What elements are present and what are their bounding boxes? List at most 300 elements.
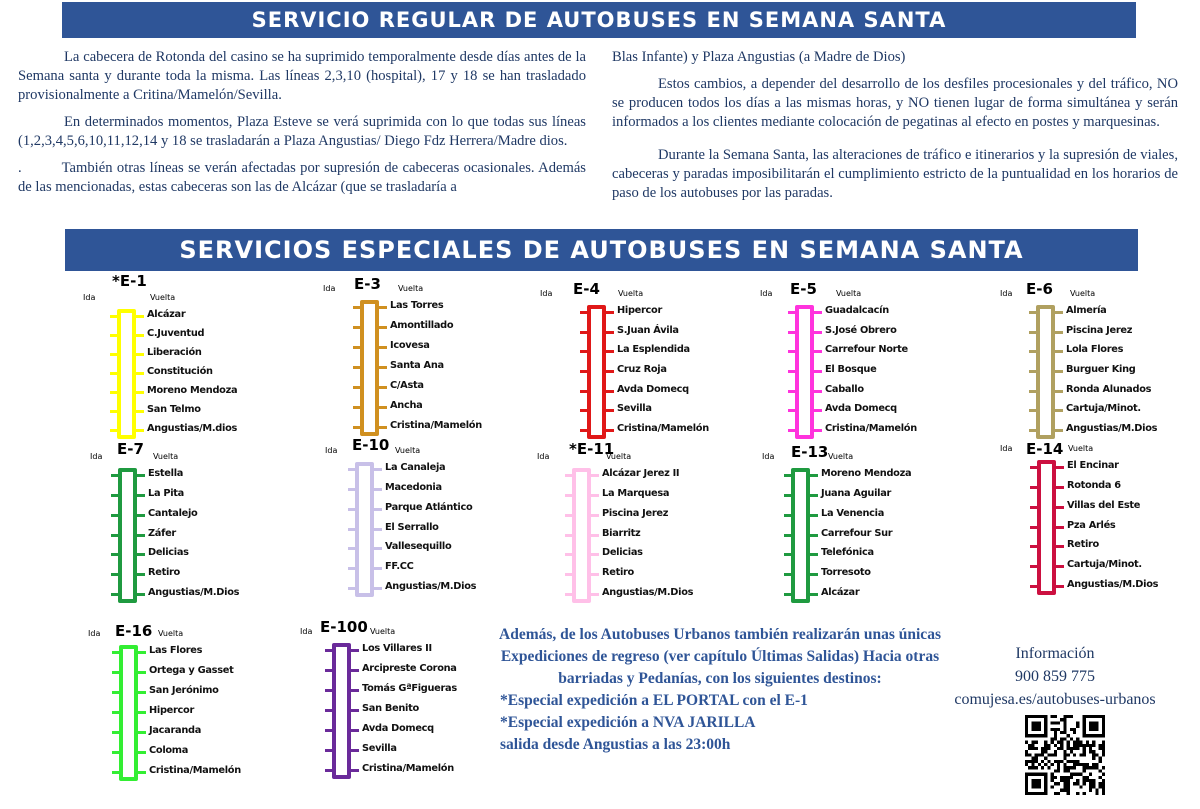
stop-tick [111, 494, 119, 497]
stop-tick [136, 315, 144, 318]
stop-tick [110, 429, 118, 432]
stop-vuelta: Cristina/Mamelón [362, 763, 454, 774]
stop-vuelta: Retiro [148, 567, 180, 579]
stop-tick [810, 593, 818, 596]
stop-tick [137, 514, 145, 517]
stop-tick [591, 494, 599, 497]
stop-tick [353, 386, 361, 389]
stop-tick [784, 474, 792, 477]
extra-expedition-portal: *Especial expedición a EL PORTAL con el E-1 [500, 692, 808, 709]
stop-tick [606, 331, 614, 334]
stop-tick [137, 474, 145, 477]
stop-vuelta: Telefónica [821, 547, 874, 559]
stop-tick [348, 468, 356, 471]
stop-tick [353, 346, 361, 349]
stop-vuelta: Juana Aguilar [821, 487, 892, 499]
stop-tick [788, 370, 796, 373]
route-line [795, 305, 814, 439]
stop-tick [111, 553, 119, 556]
stop-vuelta: El Bosque [825, 364, 877, 375]
paragraph: En determinados momentos, Plaza Esteve se verá suprimida con lo que todas sus líneas (1,2,3,4,5,6,10,11,12,14 y 18 se trasladarán a Plaza Angustias/ Diego Fdz Herrera/Madre dios. [18, 114, 586, 149]
vuelta-label: Vuelta [1070, 289, 1096, 298]
extra-main-text: Además, de los Autobuses Urbanos también realizarán unas únicas Expediciones de regreso (ver capítulo Últimas Salidas) Hacia otras barriadas y Pedanías, con los siguientes destinos: [499, 626, 941, 687]
stop-vuelta: Moreno Mendoza [821, 468, 912, 479]
stop-tick [138, 711, 146, 714]
stop-tick [325, 729, 333, 732]
stop-tick [1029, 350, 1037, 353]
stop-tick [379, 306, 387, 309]
stop-tick [606, 429, 614, 432]
route-line [332, 643, 351, 779]
stop-tick [138, 751, 146, 754]
stop-tick [788, 350, 796, 353]
stop-vuelta: Moreno Mendoza [147, 385, 238, 396]
stop-tick [348, 547, 356, 550]
stop-tick [351, 669, 359, 672]
extra-expeditions [470, 624, 970, 756]
stop-tick [591, 474, 599, 477]
stop-tick [1030, 565, 1038, 568]
stop-tick [110, 334, 118, 337]
stop-vuelta: La Canaleja [385, 462, 446, 473]
stop-tick [325, 769, 333, 772]
stop-tick [136, 429, 144, 432]
ida-label: Ida [760, 289, 773, 298]
stop-vuelta: Amontillado [390, 320, 454, 331]
stop-tick [379, 406, 387, 409]
stop-tick [814, 429, 822, 432]
stop-tick [814, 409, 822, 412]
stop-vuelta: Estella [148, 468, 184, 479]
stop-tick [1055, 311, 1063, 314]
stop-vuelta: FF.CC [385, 561, 414, 573]
stop-tick [810, 474, 818, 477]
ida-label: Ida [1000, 444, 1013, 453]
stop-tick [137, 593, 145, 596]
stop-tick [788, 429, 796, 432]
stop-vuelta: Parque Atlántico [385, 501, 473, 513]
stop-tick [379, 326, 387, 329]
stop-tick [110, 372, 118, 375]
stop-vuelta: Avda Domecq [617, 383, 689, 395]
stop-vuelta: Angustias/M.dios [147, 423, 238, 434]
stop-tick [374, 468, 382, 471]
stop-tick [353, 366, 361, 369]
stop-tick [325, 649, 333, 652]
stop-tick [591, 553, 599, 556]
stop-vuelta: Constitución [147, 366, 213, 377]
stop-tick [784, 573, 792, 576]
stop-vuelta: Cartuja/Minot. [1066, 403, 1141, 415]
stop-tick [606, 311, 614, 314]
stop-vuelta: Avda Domecq [362, 723, 434, 734]
stop-tick [112, 711, 120, 714]
route-title: E-5 [790, 280, 817, 298]
stop-tick [814, 350, 822, 353]
stop-tick [353, 426, 361, 429]
stop-vuelta: La Pita [148, 487, 184, 499]
ida-label: Ida [762, 452, 775, 461]
ida-label: Ida [1000, 289, 1013, 298]
stop-tick [1056, 526, 1064, 529]
stop-vuelta: Retiro [602, 567, 634, 579]
stop-tick [1055, 390, 1063, 393]
stop-tick [137, 534, 145, 537]
stop-vuelta: Angustias/M.Dios [148, 587, 240, 598]
qr-code[interactable] [1025, 715, 1105, 795]
route-title: E-6 [1026, 280, 1053, 298]
stop-vuelta: La Esplendida [617, 344, 690, 356]
stop-tick [374, 528, 382, 531]
stop-vuelta: S.Juan Ávila [617, 324, 679, 336]
vuelta-label: Vuelta [153, 452, 179, 461]
stop-tick [379, 346, 387, 349]
stop-tick [112, 651, 120, 654]
stop-vuelta: C/Asta [390, 380, 424, 391]
stop-tick [136, 334, 144, 337]
vuelta-label: Vuelta [1068, 444, 1094, 453]
route-title: E-10 [352, 436, 390, 454]
stop-vuelta: Alcázar [147, 309, 186, 320]
stop-tick [1030, 486, 1038, 489]
stop-tick [814, 370, 822, 373]
stop-vuelta: Cartuja/Minot. [1067, 559, 1142, 571]
ida-label: Ida [323, 284, 336, 293]
vuelta-label: Vuelta [618, 289, 644, 298]
stop-vuelta: Angustias/M.Dios [1066, 423, 1158, 434]
vuelta-label: Vuelta [836, 289, 862, 298]
banner-servicios-especiales: SERVICIOS ESPECIALES DE AUTOBUSES EN SEMANA SANTA [65, 229, 1138, 271]
route-title: E-3 [354, 275, 381, 293]
stop-tick [565, 474, 573, 477]
stop-vuelta: Rotonda 6 [1067, 479, 1121, 491]
stop-tick [1056, 565, 1064, 568]
vuelta-label: Vuelta [158, 629, 184, 638]
stop-tick [137, 494, 145, 497]
stop-tick [565, 514, 573, 517]
stop-tick [353, 306, 361, 309]
stop-vuelta: S.José Obrero [825, 324, 897, 336]
stop-vuelta: Cristina/Mamelón [825, 423, 917, 434]
stop-tick [565, 593, 573, 596]
paragraph: Estos cambios, a depender del desarrollo de los desfiles procesionales y del tráfico, NO se producen todos los días a las mismas horas, y NO tienen lugar de forma simultánea y serán informados a los clientes mediante colocación de pegatinas al efecto en postes y marquesinas. [612, 76, 1178, 130]
ida-label: Ida [90, 452, 103, 461]
stop-vuelta: Ancha [390, 400, 423, 411]
route-line [118, 468, 137, 603]
route-line [1037, 460, 1056, 595]
stop-vuelta: Arcipreste Corona [362, 663, 457, 674]
stop-tick [351, 729, 359, 732]
vuelta-label: Vuelta [395, 446, 421, 455]
stop-tick [348, 508, 356, 511]
stop-tick [136, 353, 144, 356]
stop-tick [379, 386, 387, 389]
stop-tick [1029, 429, 1037, 432]
route-title: E-13 [791, 443, 829, 461]
stop-tick [111, 514, 119, 517]
stop-vuelta: C.Juventud [147, 328, 205, 339]
route-title: E-4 [573, 280, 600, 298]
stop-tick [112, 731, 120, 734]
stop-vuelta: Macedonia [385, 481, 442, 493]
stop-tick [353, 326, 361, 329]
stop-tick [580, 409, 588, 412]
stop-tick [1029, 370, 1037, 373]
stop-tick [784, 553, 792, 556]
info-title: Información [1015, 645, 1095, 662]
stop-tick [1030, 585, 1038, 588]
stop-tick [351, 709, 359, 712]
stop-tick [351, 749, 359, 752]
stop-tick [788, 390, 796, 393]
paragraph-text: También otras líneas se verán afectadas por supresión de cabeceras ocasionales. Además de las mencionadas, estas cabeceras son las de Alcázar (que se trasladaría a [18, 160, 586, 195]
stop-vuelta: Tomás GªFigueras [362, 683, 457, 694]
stop-vuelta: Cruz Roja [617, 364, 667, 375]
stop-tick [814, 311, 822, 314]
stop-tick [591, 514, 599, 517]
stop-tick [580, 370, 588, 373]
stop-vuelta: Burguer King [1066, 364, 1136, 375]
stop-tick [580, 429, 588, 432]
stop-tick [1030, 466, 1038, 469]
text-column-right [612, 48, 1178, 211]
route-title: *E-1 [112, 272, 147, 290]
stop-tick [111, 593, 119, 596]
stop-tick [1055, 429, 1063, 432]
stop-tick [580, 350, 588, 353]
stop-tick [136, 372, 144, 375]
stop-tick [374, 547, 382, 550]
stop-tick [565, 553, 573, 556]
stop-tick [1030, 506, 1038, 509]
ida-label: Ida [325, 446, 338, 455]
ida-label: Ida [300, 627, 313, 636]
route-line [1036, 305, 1055, 439]
stop-tick [138, 651, 146, 654]
vuelta-label: Vuelta [398, 284, 424, 293]
stop-vuelta: Sevilla [617, 403, 652, 415]
stop-tick [591, 534, 599, 537]
stop-tick [325, 709, 333, 712]
stop-vuelta: Las Flores [149, 645, 203, 656]
stop-vuelta: Cristina/Mamelón [617, 423, 709, 434]
stop-vuelta: Coloma [149, 745, 189, 756]
stop-tick [810, 534, 818, 537]
stop-tick [788, 409, 796, 412]
paragraph: Durante la Semana Santa, las alteraciones de tráfico e itinerarios y la supresión de viales, cabeceras y paradas imposibilitarán el cumplimiento estricto de la puntualidad en los horarios de paso de los autobuses por las paradas. [612, 147, 1178, 201]
stop-tick [351, 649, 359, 652]
stop-tick [606, 350, 614, 353]
stop-vuelta: Las Torres [390, 300, 444, 311]
info-phone[interactable]: 900 859 775 [1015, 668, 1095, 685]
stop-tick [136, 410, 144, 413]
stop-tick [136, 391, 144, 394]
vuelta-label: Vuelta [606, 452, 632, 461]
route-line [119, 645, 138, 781]
stop-tick [580, 390, 588, 393]
stop-tick [565, 534, 573, 537]
info-url[interactable]: comujesa.es/autobuses-urbanos [954, 691, 1156, 708]
stop-vuelta: Carrefour Sur [821, 527, 893, 539]
stop-tick [606, 390, 614, 393]
stop-tick [379, 366, 387, 369]
route-title: E-14 [1026, 440, 1064, 458]
stop-vuelta: Liberación [147, 347, 202, 358]
stop-vuelta: Cristina/Mamelón [390, 420, 482, 431]
stop-tick [1029, 311, 1037, 314]
stop-tick [111, 573, 119, 576]
stop-vuelta: La Marquesa [602, 487, 670, 499]
route-title: *E-11 [569, 440, 615, 458]
stop-vuelta: Avda Domecq [825, 403, 897, 415]
stop-tick [325, 749, 333, 752]
stop-tick [1056, 466, 1064, 469]
route-line [117, 309, 136, 439]
stop-tick [351, 769, 359, 772]
stop-tick [606, 409, 614, 412]
stop-vuelta: San Jerónimo [149, 685, 219, 696]
stop-tick [325, 689, 333, 692]
stop-tick [112, 771, 120, 774]
ida-label: Ida [537, 452, 550, 461]
stop-vuelta: Alcázar Jerez II [602, 468, 680, 479]
stop-vuelta: Icovesa [390, 340, 430, 351]
paragraph: La cabecera de Rotonda del casino se ha suprimido temporalmente desde días antes de la Semana santa y durante toda la misma. Las líneas 2,3,10 (hospital), 17 y 18 se han trasladado provisionalmente a Critina/Mamelón/Sevilla. [18, 49, 586, 103]
stop-tick [591, 573, 599, 576]
stop-tick [1056, 545, 1064, 548]
stop-vuelta: Jacaranda [149, 725, 202, 736]
stop-tick [810, 553, 818, 556]
stop-vuelta: Lola Flores [1066, 344, 1124, 356]
stop-vuelta: Cantalejo [148, 507, 198, 519]
stop-tick [111, 534, 119, 537]
stop-tick [351, 689, 359, 692]
stop-tick [138, 691, 146, 694]
ida-label: Ida [540, 289, 553, 298]
stop-tick [814, 331, 822, 334]
stop-tick [784, 593, 792, 596]
stop-tick [814, 390, 822, 393]
stop-tick [138, 671, 146, 674]
stop-tick [1055, 331, 1063, 334]
stop-tick [784, 494, 792, 497]
route-line [360, 300, 379, 436]
stop-tick [137, 553, 145, 556]
stop-vuelta: Los Villares II [362, 643, 432, 654]
stop-tick [565, 573, 573, 576]
paragraph-lead: . [18, 160, 22, 176]
stop-tick [810, 514, 818, 517]
stop-tick [1030, 526, 1038, 529]
stop-vuelta: Angustias/M.Dios [385, 581, 477, 592]
extra-expedition-jarilla-time: salida desde Angustias a las 23:00h [500, 736, 731, 753]
stop-vuelta: El Serrallo [385, 521, 439, 533]
info-box [930, 642, 1180, 711]
stop-tick [1055, 350, 1063, 353]
stop-vuelta: San Telmo [147, 404, 201, 415]
stop-vuelta: Cristina/Mamelón [149, 765, 241, 776]
stop-tick [591, 593, 599, 596]
stop-tick [1056, 486, 1064, 489]
stop-tick [111, 474, 119, 477]
stop-vuelta: Hipercor [149, 705, 195, 716]
stop-tick [1029, 331, 1037, 334]
stop-tick [788, 311, 796, 314]
stop-tick [353, 406, 361, 409]
stop-vuelta: Ronda Alunados [1066, 383, 1152, 395]
route-line [791, 468, 810, 603]
stop-tick [784, 514, 792, 517]
stop-tick [810, 494, 818, 497]
stop-vuelta: Villas del Este [1067, 499, 1141, 511]
route-line [355, 462, 374, 597]
stop-tick [810, 573, 818, 576]
stop-tick [1056, 506, 1064, 509]
stop-tick [788, 331, 796, 334]
stop-vuelta: Guadalcacín [825, 305, 889, 316]
stop-vuelta: Torresoto [821, 567, 871, 579]
banner-servicio-regular: SERVICIO REGULAR DE AUTOBUSES EN SEMANA SANTA [62, 2, 1136, 38]
stop-vuelta: Záfer [148, 527, 176, 539]
stop-tick [137, 573, 145, 576]
stop-tick [374, 508, 382, 511]
route-title: E-7 [117, 440, 144, 458]
stop-vuelta: Santa Ana [390, 360, 444, 371]
stop-vuelta: Delicias [148, 547, 189, 559]
stop-vuelta: El Encinar [1067, 460, 1119, 471]
stop-vuelta: Angustias/M.Dios [602, 587, 694, 598]
stop-tick [580, 331, 588, 334]
stop-vuelta: San Benito [362, 703, 419, 714]
extra-expedition-jarilla: *Especial expedición a NVA JARILLA [500, 714, 756, 731]
stop-vuelta: Biarritz [602, 527, 641, 539]
stop-tick [1029, 390, 1037, 393]
ida-label: Ida [83, 293, 96, 302]
stop-tick [348, 567, 356, 570]
stop-vuelta: Piscina Jerez [602, 507, 669, 519]
stop-vuelta: Delicias [602, 547, 643, 559]
stop-vuelta: Alcázar [821, 587, 860, 598]
text-column-left [18, 48, 586, 205]
paragraph: Blas Infante) y Plaza Angustias (a Madre de Dios) [612, 49, 906, 65]
stop-vuelta: Piscina Jerez [1066, 324, 1133, 336]
stop-tick [1055, 409, 1063, 412]
stop-tick [784, 534, 792, 537]
stop-tick [138, 771, 146, 774]
vuelta-label: Vuelta [150, 293, 176, 302]
stop-vuelta: Pza Arlés [1067, 519, 1116, 531]
stop-tick [374, 567, 382, 570]
stop-tick [138, 731, 146, 734]
stop-tick [379, 426, 387, 429]
stop-tick [110, 391, 118, 394]
stop-vuelta: Hipercor [617, 305, 663, 316]
stop-tick [1029, 409, 1037, 412]
stop-tick [1030, 545, 1038, 548]
stop-tick [606, 370, 614, 373]
stop-vuelta: Retiro [1067, 539, 1099, 551]
stop-tick [112, 671, 120, 674]
stop-tick [580, 311, 588, 314]
paragraph [18, 159, 586, 197]
route-line [587, 305, 606, 439]
stop-tick [110, 353, 118, 356]
stop-vuelta: Caballo [825, 383, 864, 395]
stop-tick [374, 488, 382, 491]
stop-tick [112, 751, 120, 754]
stop-vuelta: Sevilla [362, 743, 397, 754]
vuelta-label: Vuelta [370, 627, 396, 636]
